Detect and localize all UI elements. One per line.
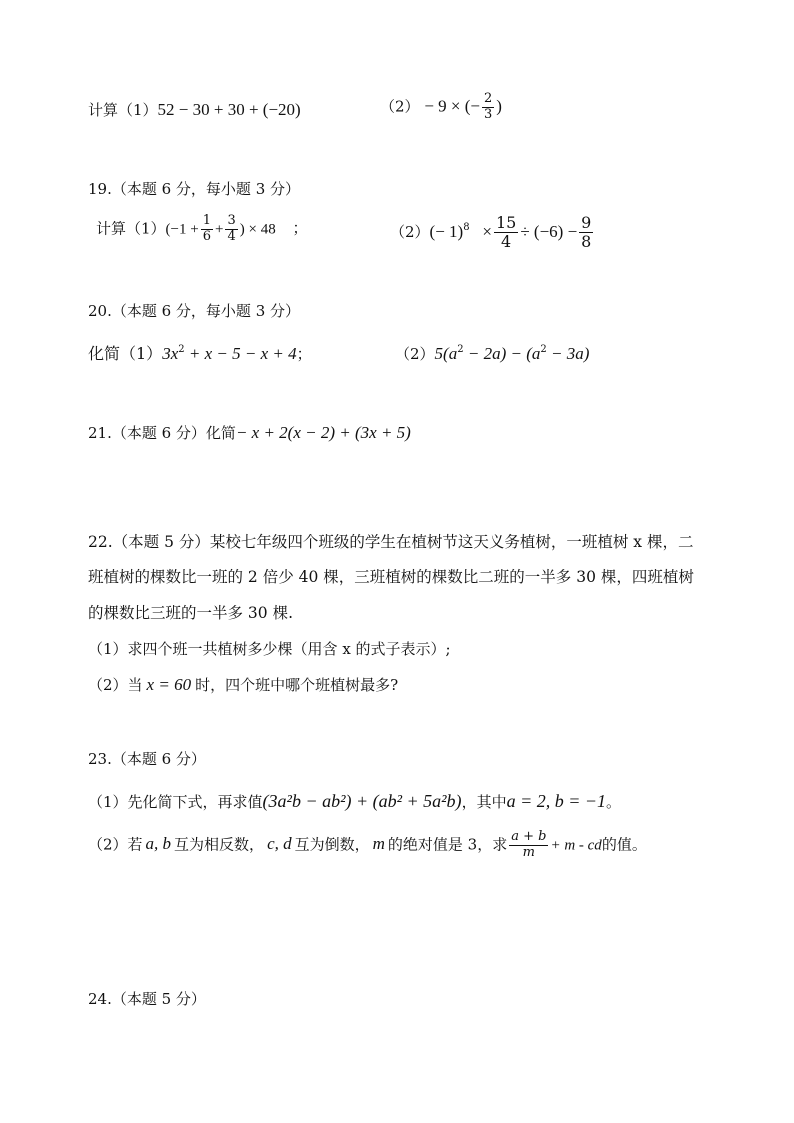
q23-sub-2-d: 的绝对值是 3，求 <box>387 835 508 854</box>
q19-p1-fraction-1 <box>201 214 213 245</box>
q19-heading: 19.（本题 6 分，每小题 3 分） <box>88 180 301 198</box>
q23-sub-1 <box>88 792 621 810</box>
q20-heading: 20.（本题 6 分，每小题 3 分） <box>88 302 301 320</box>
q18-part-2 <box>380 92 502 123</box>
q19-p2-fraction-2 <box>579 214 593 252</box>
q20-label-2: （2） <box>395 345 435 363</box>
q18-expression-1: 52 − 30 + 30 + (−20) <box>157 100 301 119</box>
q23-heading: 23.（本题 6 分） <box>88 750 206 768</box>
q23-sub-2-cd: c, d <box>267 834 292 854</box>
q23-sub-2-rest: + m - cd <box>550 837 602 854</box>
q19-p1-f1-denominator: 6 <box>202 228 211 244</box>
q19-p2-b: ÷ (−6) − <box>520 221 578 241</box>
q23-sub-1-condition: a = 2, b = −1 <box>506 791 607 811</box>
q23-sub-2-a: （2）若 <box>88 835 143 854</box>
q23-sub-1-b: ，其中 <box>461 793 507 811</box>
q23-sub-2-e: 的值。 <box>601 835 647 854</box>
q23-sub-2 <box>88 830 647 861</box>
q18-line <box>88 101 301 118</box>
q22-sub-2 <box>88 676 398 693</box>
q23-sub-1-a: （1）先化简下式，再求值 <box>88 793 263 811</box>
q19-p2-f2-numerator: 9 <box>581 213 592 232</box>
q19-p1-f1-numerator: 1 <box>202 213 211 228</box>
q19-p1-separator: ； <box>292 219 308 238</box>
q20-p1-a: 3x <box>162 344 179 363</box>
q20-p2-exponent-1: 2 <box>457 344 464 355</box>
q23-sub-1-expression: (3a²b − ab²) + (ab² + 5a²b) <box>262 791 462 811</box>
q23-sub-1-c: 。 <box>606 793 622 811</box>
q21-line <box>88 424 411 441</box>
q19-p1-plus: + <box>215 221 224 238</box>
q20-p1-b: + x − 5 − x + 4 <box>184 344 297 363</box>
q19-p1-f2-denominator: 4 <box>227 228 236 244</box>
q20-p2-a: 5(a <box>434 344 458 363</box>
q20-part-2 <box>395 345 589 362</box>
q22-sub-2-a: （2）当 <box>88 676 143 694</box>
q18-label-1: 计算（1） <box>88 101 158 119</box>
q22-line-2: 班植树的棵数比一班的 2 倍少 40 棵，三班植树的棵数比二班的一半多 30 棵，四班植树 <box>88 568 694 586</box>
q19-p2-fraction-1 <box>494 214 518 252</box>
q23-sub-2-c: 互为倒数， <box>294 835 370 854</box>
q20-p1-separator: ； <box>296 345 312 363</box>
q18-expression-2b: ) <box>496 96 502 116</box>
q19-p1-b: ) × 48 <box>239 221 276 238</box>
q19-p2-exponent: 8 <box>463 221 470 233</box>
q19-p2-f2-denominator: 8 <box>581 232 592 252</box>
q20-label-1: 化简（1） <box>88 344 163 363</box>
q18-expression-2a: − 9 × (− <box>424 96 481 116</box>
q22-sub-2-b: 时，四个班中哪个班植树最多? <box>195 676 399 694</box>
q20-part-1 <box>88 345 312 362</box>
q18-label-2: （2） <box>380 97 420 116</box>
q22-line-3: 的棵数比三班的一半多 30 棵. <box>88 604 294 622</box>
q23-sub-2-numerator: a + b <box>511 829 547 844</box>
q18-fraction <box>482 92 494 123</box>
q21-heading: 21.（本题 6 分）化简 <box>88 424 236 442</box>
q21-expression: − x + 2(x − 2) + (3x + 5) <box>235 423 411 442</box>
q19-p2-a: (− 1) <box>429 221 464 241</box>
q19-part-2 <box>390 214 595 252</box>
q23-sub-2-fraction <box>509 830 548 861</box>
q22-sub-1: （1）求四个班一共植树多少棵（用含 x 的式子表示）; <box>88 640 451 658</box>
q19-p2-times: × <box>482 221 492 241</box>
q23-sub-2-m: m <box>372 834 385 854</box>
q22-sub-2-expression: x = 60 <box>146 675 192 694</box>
q19-p2-f1-denominator: 4 <box>501 232 512 252</box>
q19-p1-a: (−1 + <box>165 221 199 238</box>
q20-p2-b: − 2a) − (a <box>463 344 541 363</box>
q22-line-1: 22.（本题 5 分）某校七年级四个班级的学生在植树节这天义务植树，一班植树 x 棵，二 <box>88 533 694 551</box>
q23-sub-2-ab: a, b <box>145 834 172 854</box>
q19-label-1: 计算（1） <box>96 219 166 238</box>
q18-fraction-denominator: 3 <box>484 106 493 122</box>
q19-p2-f1-numerator: 15 <box>495 213 517 232</box>
q18-fraction-numerator: 2 <box>484 91 493 106</box>
q23-sub-2-denominator: m <box>522 844 535 860</box>
q24-heading: 24.（本题 5 分） <box>88 990 206 1008</box>
q20-p2-exponent-2: 2 <box>540 344 547 355</box>
q19-label-2: （2） <box>390 222 430 241</box>
q19-part-1 <box>96 214 308 245</box>
q20-p2-c: − 3a) <box>546 344 590 363</box>
q23-sub-2-b: 互为相反数， <box>174 835 265 854</box>
q19-p1-f2-numerator: 3 <box>227 213 236 228</box>
q20-p1-exponent: 2 <box>178 344 185 355</box>
q19-p1-fraction-2 <box>225 214 237 245</box>
